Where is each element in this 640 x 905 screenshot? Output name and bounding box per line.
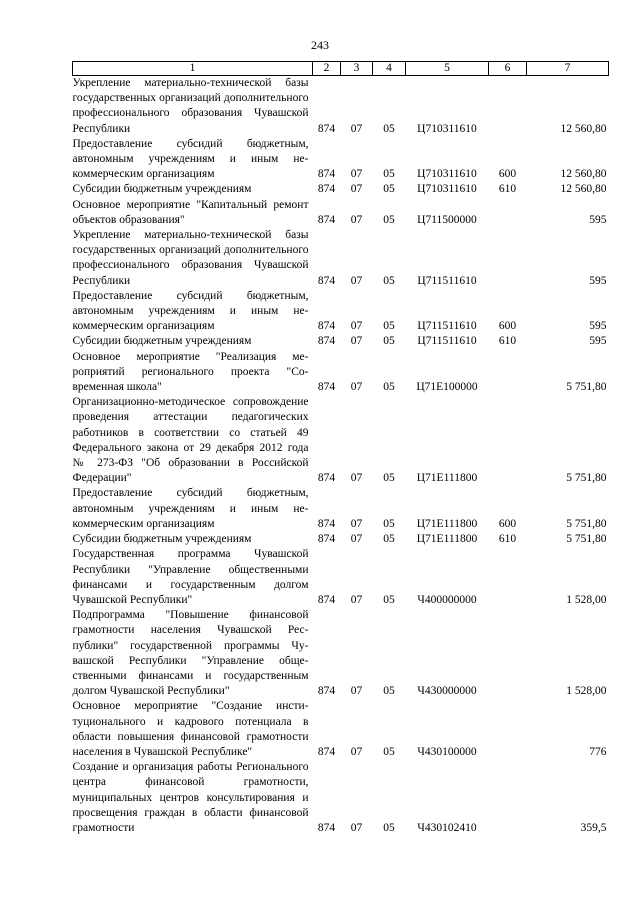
section-code-cell: 07 (350, 381, 363, 394)
row-name-cell: Укрепление материально-технической базы государственных организаций дополнительного профессионального образования Чувашской Республики (72, 229, 309, 287)
subsection-code-cell: 05 (383, 533, 395, 546)
amount-cell: 595 (589, 213, 607, 226)
ministry-code-cell: 874 (317, 122, 336, 135)
section-code-cell: 07 (350, 821, 363, 834)
row-name-cell: Предоставление субсидий бюджетным, автономным учреждениям и иным некоммерческим организациям (72, 137, 309, 181)
amount-cell: 5 751,80 (566, 381, 607, 394)
ministry-code-cell: 874 (317, 168, 336, 181)
column-number-1: 1 (73, 62, 313, 76)
target-article-cell: Ц71Е100000 (416, 381, 478, 394)
subsection-code-cell: 05 (383, 381, 395, 394)
subsection-code-cell: 05 (383, 685, 395, 698)
subsection-code-cell: 05 (383, 183, 395, 196)
amount-cell: 595 (589, 335, 607, 348)
table-row (73, 76, 609, 137)
column-number-5: 5 (406, 62, 489, 76)
expense-type-cell (489, 760, 527, 836)
expense-type-cell (489, 547, 527, 608)
table-row (73, 608, 609, 699)
ministry-code-cell: 874 (317, 533, 336, 546)
amount-cell: 1 528,00 (566, 593, 607, 606)
ministry-code-cell: 874 (317, 517, 336, 530)
table-row (73, 699, 609, 760)
table-body (73, 76, 609, 837)
table-row (73, 350, 609, 396)
ministry-code-cell: 874 (317, 213, 336, 226)
table-row (73, 137, 609, 183)
section-code-cell: 07 (350, 472, 363, 485)
expense-type-cell (489, 699, 527, 760)
target-article-cell: Ц71Е111800 (416, 472, 478, 485)
table-row (73, 334, 609, 349)
column-number-6: 6 (489, 62, 527, 76)
amount-cell: 595 (589, 274, 607, 287)
target-article-cell: Ч430102410 (417, 821, 477, 834)
target-article-cell: Ч430000000 (417, 685, 477, 698)
amount-cell: 776 (589, 745, 607, 758)
target-article-cell: Ц710311610 (417, 183, 477, 196)
section-code-cell: 07 (350, 517, 363, 530)
row-name-cell: Организационно-методическое сопровождение проведения аттестации педагогических работников в соответствии со статьей 49 Федерального закона от 29 декабря 2012 года № 273-ФЗ "Об образовании в Российской Федерации" (72, 396, 309, 485)
table-row (73, 198, 609, 228)
ministry-code-cell: 874 (317, 593, 336, 606)
section-code-cell: 07 (350, 122, 363, 135)
expense-type-cell (489, 228, 527, 289)
table-row (73, 289, 609, 335)
table-row (73, 486, 609, 532)
expense-type-cell: 610 (498, 533, 517, 546)
target-article-cell: Ц711511610 (417, 320, 477, 333)
column-number-7: 7 (527, 62, 609, 76)
ministry-code-cell: 874 (317, 745, 336, 758)
target-article-cell: Ц71Е111800 (416, 533, 478, 546)
column-number-4: 4 (373, 62, 406, 76)
ministry-code-cell: 874 (317, 821, 336, 834)
amount-cell: 5 751,80 (566, 517, 607, 530)
ministry-code-cell: 874 (317, 274, 336, 287)
row-name-cell: Укрепление материально-технической базы государственных организаций дополнительного профессионального образования Чувашской Республики (72, 77, 309, 135)
ministry-code-cell: 874 (317, 685, 336, 698)
subsection-code-cell: 05 (383, 745, 395, 758)
expense-type-cell (489, 608, 527, 699)
expense-type-cell (489, 76, 527, 137)
section-code-cell: 07 (350, 593, 363, 606)
table-row (73, 395, 609, 486)
section-code-cell: 07 (350, 745, 363, 758)
row-name-cell: Основное мероприятие "Реализация мероприятий регионального проекта "Современная школа" (72, 350, 309, 394)
expense-type-cell (489, 395, 527, 486)
table-row (73, 532, 609, 547)
subsection-code-cell: 05 (383, 274, 395, 287)
subsection-code-cell: 05 (383, 517, 395, 530)
section-code-cell: 07 (350, 183, 363, 196)
ministry-code-cell: 874 (317, 335, 336, 348)
subsection-code-cell: 05 (383, 821, 395, 834)
row-name-cell: Основное мероприятие "Создание институционального и кадрового потенциала в области повышения финансовой грамотности населения в Чувашской Республике" (72, 700, 309, 758)
amount-cell: 359,5 (580, 821, 607, 834)
subsection-code-cell: 05 (383, 593, 395, 606)
subsection-code-cell: 05 (383, 168, 395, 181)
section-code-cell: 07 (350, 168, 363, 181)
row-name-cell: Субсидии бюджетным учреждениям (72, 183, 252, 196)
expense-type-cell: 600 (498, 168, 517, 181)
ministry-code-cell: 874 (317, 381, 336, 394)
expense-type-cell: 610 (498, 335, 517, 348)
section-code-cell: 07 (350, 335, 363, 348)
section-code-cell: 07 (350, 685, 363, 698)
section-code-cell: 07 (350, 320, 363, 333)
amount-cell: 12 560,80 (560, 183, 607, 196)
target-article-cell: Ц71Е111800 (416, 517, 478, 530)
target-article-cell: Ц711511610 (417, 335, 477, 348)
expense-type-cell: 610 (498, 183, 517, 196)
subsection-code-cell: 05 (383, 472, 395, 485)
target-article-cell: Ч400000000 (417, 593, 477, 606)
amount-cell: 12 560,80 (560, 122, 607, 135)
expense-type-cell: 600 (498, 517, 517, 530)
subsection-code-cell: 05 (383, 213, 395, 226)
section-code-cell: 07 (350, 533, 363, 546)
section-code-cell: 07 (350, 213, 363, 226)
column-number-3: 3 (341, 62, 373, 76)
row-name-cell: Субсидии бюджетным учреждениям (72, 335, 252, 348)
table-header (73, 62, 609, 76)
subsection-code-cell: 05 (383, 122, 395, 135)
amount-cell: 5 751,80 (566, 472, 607, 485)
row-name-cell: Создание и организация работы Регионального центра финансовой грамотности, муниципальных центров консультирования и просвещения граждан в области финансовой грамотности (72, 761, 309, 834)
table-row (73, 760, 609, 836)
row-name-cell: Субсидии бюджетным учреждениям (72, 533, 252, 546)
target-article-cell: Ц711511610 (417, 274, 477, 287)
table-row (73, 228, 609, 289)
expense-type-cell (489, 350, 527, 396)
page-number: 243 (311, 38, 329, 52)
row-name-cell: Подпрограмма "Повышение финансовой грамотности населения Чувашской Республики" государственной программы Чувашской Республики "Управление общественными финансами и государственным долгом Чувашской Республики" (72, 609, 309, 698)
row-name-cell: Предоставление субсидий бюджетным, автономным учреждениям и иным некоммерческим организациям (72, 487, 309, 530)
table-row (73, 547, 609, 608)
row-name-cell: Государственная программа Чувашской Республики "Управление общественными финансами и государственным долгом Чувашской Республики" (72, 548, 309, 606)
budget-table (72, 61, 609, 836)
target-article-cell: Ц710311610 (417, 168, 477, 181)
row-name-cell: Основное мероприятие "Капитальный ремонт объектов образования" (72, 198, 309, 226)
expense-type-cell: 600 (498, 320, 517, 333)
ministry-code-cell: 874 (317, 472, 336, 485)
row-name-cell: Предоставление субсидий бюджетным, автономным учреждениям и иным некоммерческим организациям (72, 289, 309, 333)
target-article-cell: Ц710311610 (417, 122, 477, 135)
table-row (73, 182, 609, 197)
ministry-code-cell: 874 (317, 183, 336, 196)
expense-type-cell (489, 198, 527, 228)
amount-cell: 12 560,80 (560, 168, 607, 181)
ministry-code-cell: 874 (317, 320, 336, 333)
amount-cell: 595 (589, 320, 607, 333)
amount-cell: 1 528,00 (566, 685, 607, 698)
amount-cell: 5 751,80 (566, 533, 607, 546)
subsection-code-cell: 05 (383, 335, 395, 348)
column-number-2: 2 (313, 62, 341, 76)
subsection-code-cell: 05 (383, 320, 395, 333)
target-article-cell: Ч430100000 (417, 745, 477, 758)
section-code-cell: 07 (350, 274, 363, 287)
target-article-cell: Ц711500000 (417, 213, 477, 226)
